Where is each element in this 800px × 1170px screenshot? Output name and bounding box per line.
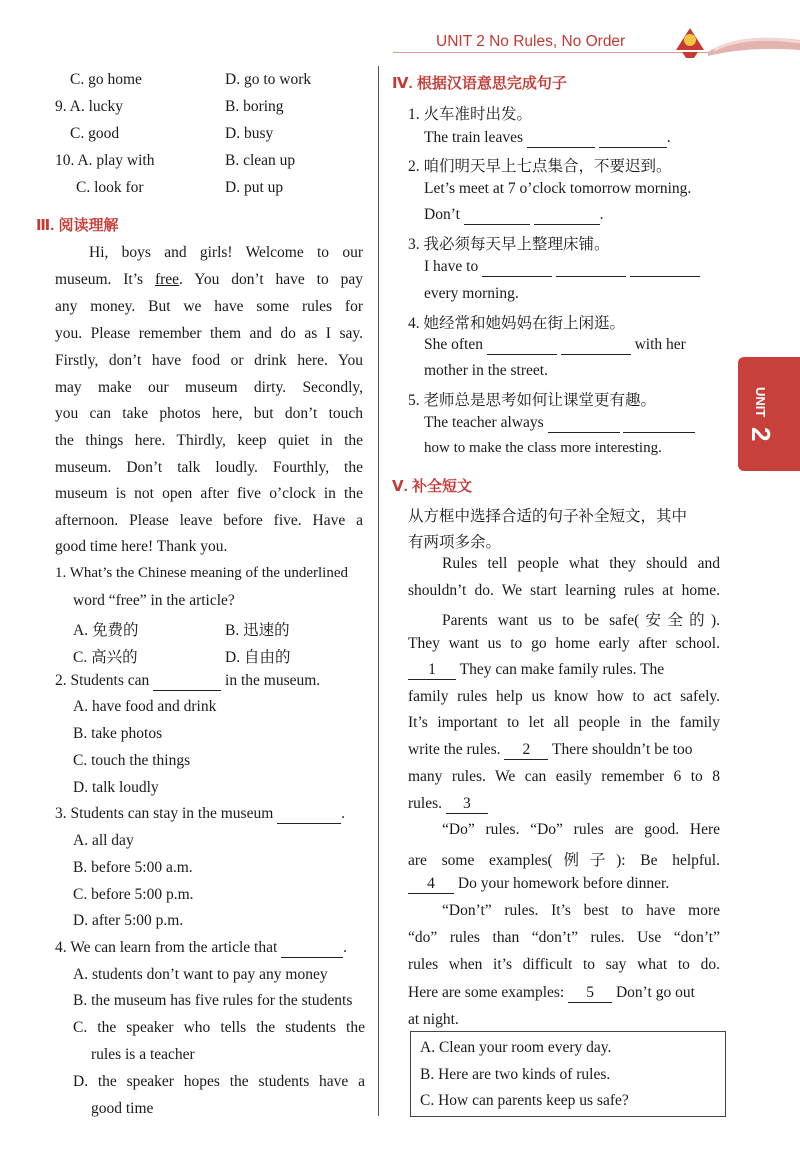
cloze-line: many rules. We can easily remember 6 to 8 — [408, 768, 720, 785]
answer-blank[interactable] — [482, 258, 552, 277]
side-tab-unit-label: UNIT — [753, 387, 768, 418]
cloze-line — [408, 795, 488, 814]
answer-blank[interactable] — [561, 336, 631, 355]
q3-option-a: A. all day — [73, 832, 134, 849]
question-3-stem — [55, 805, 345, 824]
sentence-text: The teacher always — [424, 414, 544, 431]
sentence-5-english-line2: how to make the class more interesting. — [424, 440, 662, 456]
section-5-title: Ⅴ. 补全短文 — [392, 478, 472, 495]
q1-option-c: C. 高兴的 — [73, 649, 138, 666]
sentence-text: . — [599, 206, 604, 223]
cloze-line: at night. — [408, 1011, 459, 1028]
q10-option-c: C. look for — [76, 179, 144, 196]
cloze-line: “Do” rules. “Do” rules are good. Here — [442, 821, 720, 838]
q10-option-b: B. clean up — [225, 152, 296, 169]
question-4-stem — [55, 939, 347, 958]
passage-line: afternoon. Please leave before five. Have a — [55, 512, 363, 529]
cloze-line: rules when it’s difficult to say what to do. — [408, 956, 720, 973]
q1-option-a: A. 免费的 — [73, 622, 139, 639]
stem-text: 2. Students can — [55, 672, 150, 689]
sentence-5-english-line1 — [424, 414, 695, 433]
cloze-line: It’s important to let all people in the family — [408, 714, 720, 731]
stem-text: 3. Students can stay in the museum — [55, 805, 274, 822]
answer-blank[interactable] — [464, 206, 530, 225]
cloze-line: “do” rules than “don’t” rules. Use “don’t” — [408, 929, 720, 946]
cloze-line: shouldn’t do. We start learning rules at home. — [408, 582, 720, 599]
answer-blank[interactable] — [281, 939, 343, 958]
cloze-text: Don’t go out — [615, 984, 695, 1001]
cloze-text: Here are some examples: — [408, 984, 565, 1001]
option-c-go-home: C. go home — [70, 71, 142, 88]
column-divider — [378, 66, 379, 1116]
q1-option-b: B. 迅速的 — [225, 622, 290, 639]
stem-text: . — [341, 805, 346, 822]
side-tab-unit-number: 2 — [746, 427, 776, 442]
passage-line: you. Please remember them and do as I say. — [55, 325, 363, 342]
q4-option-d: D. the speaker hopes the students have a — [73, 1073, 365, 1090]
sentence-4-chinese: 4. 她经常和她妈妈在街上闲逛。 — [408, 315, 626, 332]
cloze-line: Rules tell people what they should and — [442, 555, 720, 572]
sentence-text: Don’t — [424, 206, 460, 223]
page-header-title: UNIT 2 No Rules, No Order — [436, 33, 626, 50]
options-box — [410, 1031, 726, 1117]
q3-option-b: B. before 5:00 a.m. — [73, 859, 193, 876]
stem-text: in the museum. — [225, 672, 321, 689]
cloze-blank-1[interactable]: 1 — [408, 661, 456, 680]
sentence-text: She often — [424, 336, 483, 353]
cloze-line: Parents want us to be safe(安全的). — [442, 612, 720, 629]
sentence-text: The train leaves — [424, 129, 523, 146]
answer-blank[interactable] — [623, 414, 695, 433]
section-3-title: Ⅲ. 阅读理解 — [36, 217, 119, 234]
question-1-stem: 1. What’s the Chinese meaning of the underlined — [55, 565, 348, 581]
cloze-text: rules. — [408, 795, 443, 812]
cloze-line — [408, 875, 669, 894]
answer-blank[interactable] — [599, 129, 667, 148]
sentence-1-chinese: 1. 火车准时出发。 — [408, 106, 533, 123]
passage-line: Hi, boys and girls! Welcome to our — [89, 244, 363, 261]
cloze-blank-3[interactable]: 3 — [446, 795, 488, 814]
q4-option-b: B. the museum has five rules for the students — [73, 992, 353, 1009]
box-option-b: B. Here are two kinds of rules. — [420, 1066, 611, 1083]
passage-line: good time here! Thank you. — [55, 538, 228, 555]
passage-line: museum is not open after five o’clock in the — [55, 485, 363, 502]
question-2-stem — [55, 672, 320, 691]
stem-text: 4. We can learn from the article that — [55, 939, 278, 956]
sentence-3-english-line2: every morning. — [424, 285, 519, 302]
q2-option-d: D. talk loudly — [73, 779, 159, 796]
sentence-3-chinese: 3. 我必须每天早上整理床铺。 — [408, 236, 610, 253]
sentence-text: . — [666, 129, 671, 146]
cloze-line: They want us to go home early after school. — [408, 635, 720, 652]
sentence-2-english-line1: Let’s meet at 7 o’clock tomorrow morning. — [424, 180, 692, 197]
sentence-4-english-line2: mother in the street. — [424, 362, 548, 379]
q9-option-a: 9. A. lucky — [55, 98, 124, 115]
cloze-line — [408, 984, 695, 1003]
sentence-2-chinese: 2. 咱们明天早上七点集合，不要迟到。 — [408, 158, 672, 175]
cloze-text: write the rules. — [408, 741, 501, 758]
header-rule — [393, 52, 713, 53]
passage-text: museum. It’s — [55, 271, 155, 288]
cloze-line: “Don’t” rules. It’s best to have more — [442, 902, 720, 919]
passage-line: may make our museum dirty. Secondly, — [55, 379, 363, 396]
passage-line: any money. But we have some rules for — [55, 298, 363, 315]
passage-line: you can take photos here, but don’t touch — [55, 405, 363, 422]
option-d-go-to-work: D. go to work — [225, 71, 312, 88]
q1-option-d: D. 自由的 — [225, 649, 291, 666]
stem-text: . — [343, 939, 348, 956]
q4-option-c: C. the speaker who tells the students the — [73, 1019, 365, 1036]
cloze-line — [408, 741, 693, 760]
q3-option-c: C. before 5:00 p.m. — [73, 886, 194, 903]
q3-option-d: D. after 5:00 p.m. — [73, 912, 184, 929]
cloze-blank-4[interactable]: 4 — [408, 875, 454, 894]
q10-option-d: D. put up — [225, 179, 284, 196]
answer-blank[interactable] — [527, 129, 595, 148]
cloze-blank-2[interactable]: 2 — [504, 741, 548, 760]
answer-blank[interactable] — [153, 672, 221, 691]
section-5-instruction-line1: 从方框中选择合适的句子补全短文，其中 — [408, 508, 688, 525]
q4-option-d-cont: good time — [91, 1100, 154, 1117]
cloze-line — [408, 661, 664, 680]
cloze-text: There shouldn’t be too — [552, 741, 693, 758]
answer-blank[interactable] — [556, 258, 626, 277]
q4-option-a: A. students don’t want to pay any money — [73, 966, 328, 983]
q2-option-a: A. have food and drink — [73, 698, 217, 715]
box-option-a: A. Clean your room every day. — [420, 1039, 612, 1056]
question-1-stem-cont: word “free” in the article? — [73, 592, 235, 609]
q9-option-b: B. boring — [225, 98, 284, 115]
passage-line: museum. Don’t talk loudly. Fourthly, the — [55, 459, 363, 476]
answer-blank[interactable] — [277, 805, 341, 824]
q10-option-a: 10. A. play with — [55, 152, 155, 169]
q9-option-d: D. busy — [225, 125, 274, 142]
underlined-word-free: free — [154, 271, 180, 288]
sentence-4-english-line1 — [424, 336, 686, 355]
q2-option-c: C. touch the things — [73, 752, 191, 769]
box-option-c: C. How can parents keep us safe? — [420, 1092, 629, 1109]
cloze-blank-5[interactable]: 5 — [568, 984, 612, 1003]
passage-line — [55, 271, 363, 289]
answer-blank[interactable] — [487, 336, 557, 355]
section-5-instruction-line2: 有两项多余。 — [408, 534, 502, 551]
cloze-line: family rules help us know how to act safely. — [408, 688, 720, 705]
passage-line: the things here. Thirdly, keep quiet in the — [55, 432, 363, 449]
section-4-title: Ⅳ. 根据汉语意思完成句子 — [392, 75, 567, 92]
q4-option-c-cont: rules is a teacher — [91, 1046, 195, 1063]
answer-blank[interactable] — [534, 206, 600, 225]
sentence-3-english-line1 — [424, 258, 700, 277]
cloze-text: They can make family rules. The — [459, 661, 665, 678]
q9-option-c: C. good — [70, 125, 120, 142]
answer-blank[interactable] — [548, 414, 620, 433]
unit-side-tab — [738, 357, 800, 471]
book-logo-icon — [668, 22, 800, 58]
q2-option-b: B. take photos — [73, 725, 163, 742]
cloze-line: are some examples(例子): Be helpful. — [408, 852, 720, 869]
answer-blank[interactable] — [630, 258, 700, 277]
passage-line: Firstly, don’t have food or drink here. You — [55, 352, 363, 369]
cloze-text: Do your homework before dinner. — [457, 875, 670, 892]
passage-text: . You don’t have to pay — [179, 271, 363, 288]
sentence-5-chinese: 5. 老师总是思考如何让课堂更有趣。 — [408, 392, 657, 409]
sentence-1-english — [424, 129, 671, 148]
sentence-text: I have to — [424, 258, 479, 275]
sentence-2-english-line2 — [424, 206, 604, 225]
sentence-text: with her — [634, 336, 686, 353]
